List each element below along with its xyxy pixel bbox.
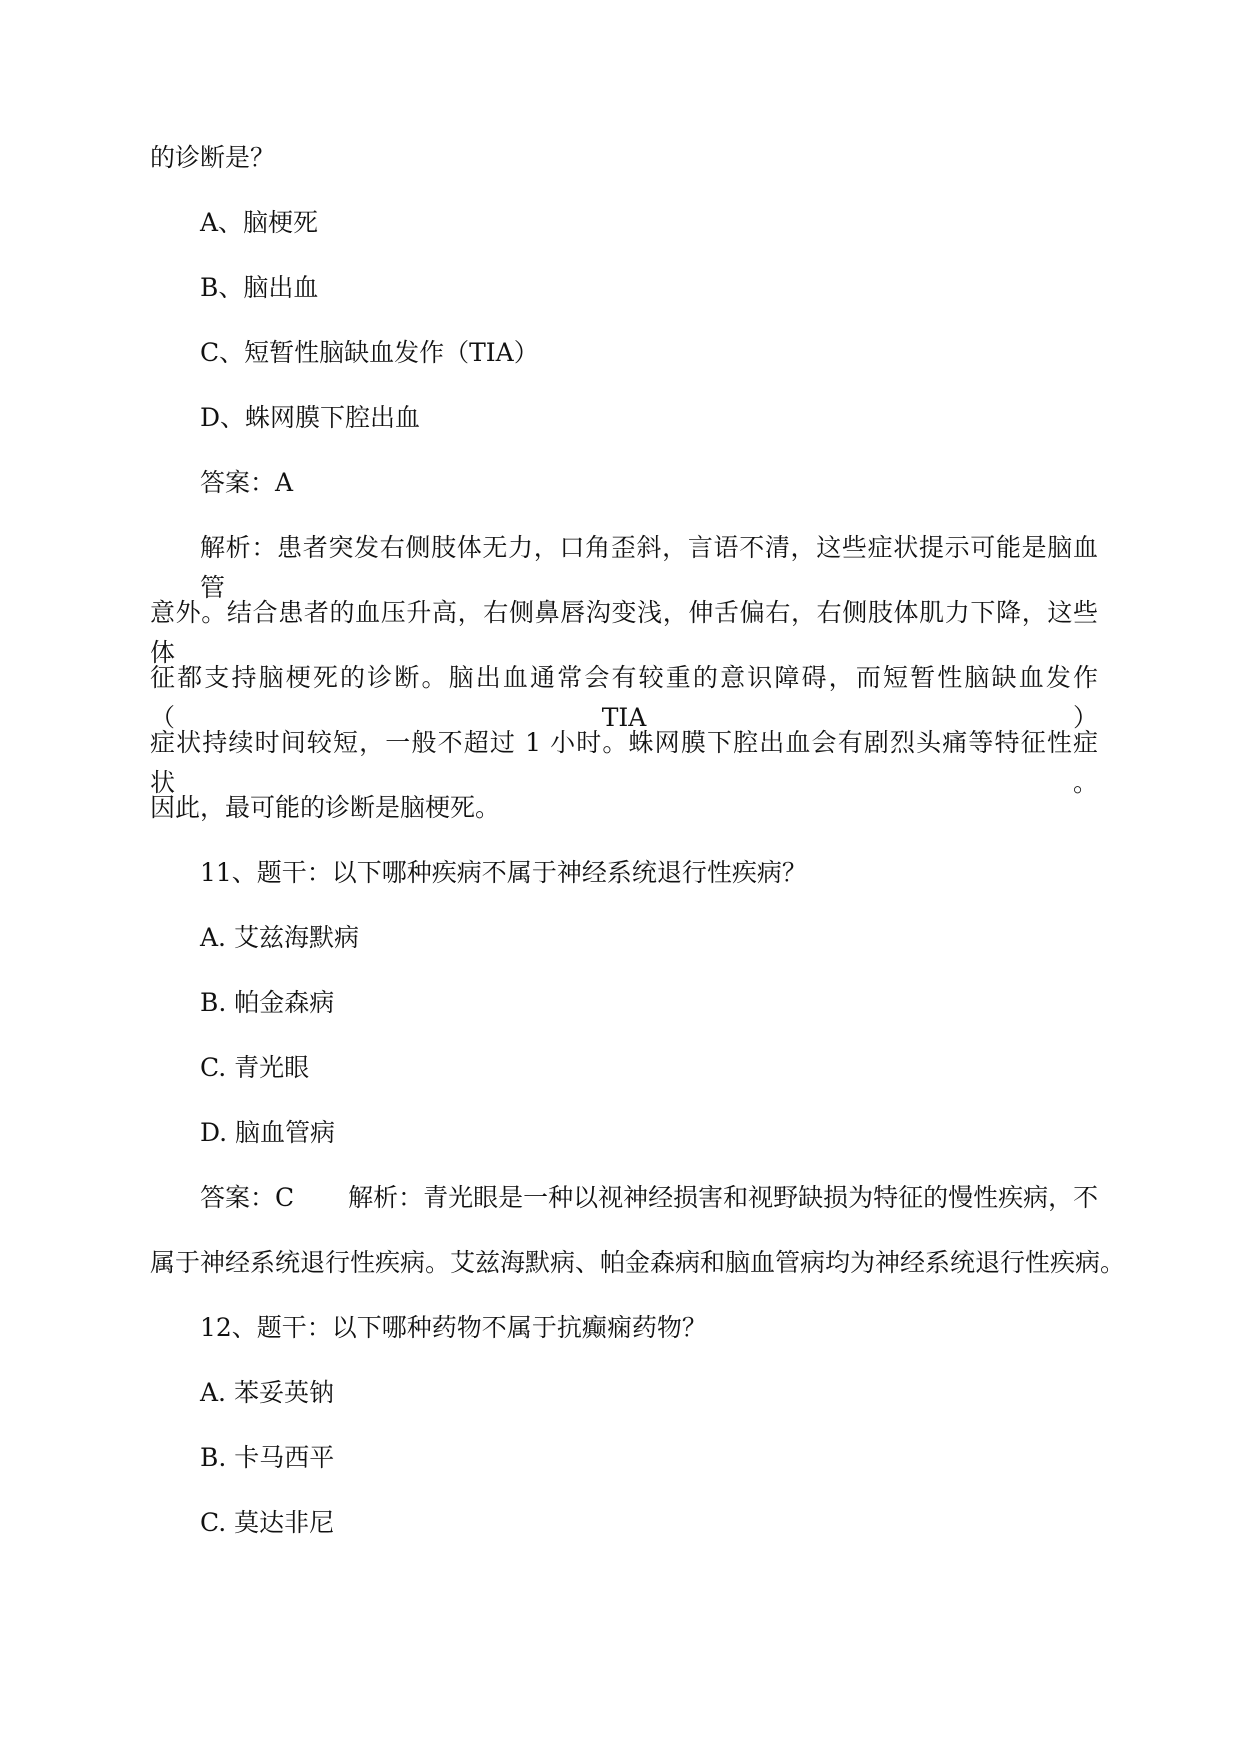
- question-10-option-c: C、短暂性脑缺血发作（TIA）: [200, 338, 539, 367]
- question-12-option-a: A. 苯妥英钠: [200, 1378, 334, 1407]
- question-10-analysis-line-2: 意外。结合患者的血压升高，右侧鼻唇沟变浅，伸舌偏右，右侧肢体肌力下降，这些体: [150, 598, 1098, 667]
- question-12-option-b: B. 卡马西平: [200, 1443, 335, 1472]
- question-11-option-d: D. 脑血管病: [200, 1118, 336, 1147]
- document-body: [150, 138, 1126, 1568]
- question-11-option-a: A. 艾兹海默病: [200, 923, 359, 952]
- question-10-analysis-line-5: 因此，最可能的诊断是脑梗死。: [150, 793, 501, 822]
- question-12-stem: 12、题干：以下哪种药物不属于抗癫痫药物？: [200, 1313, 707, 1342]
- question-11-analysis-line-2: 属于神经系统退行性疾病。艾兹海默病、帕金森病和脑血管病均为神经系统退行性疾病。: [150, 1248, 1126, 1277]
- question-10-stem-tail: 的诊断是？: [150, 143, 276, 172]
- question-11-stem: 11、题干：以下哪种疾病不属于神经系统退行性疾病？: [200, 858, 807, 887]
- question-11-answer: 答案：C: [200, 1183, 295, 1212]
- question-10-option-b: B、脑出血: [200, 273, 319, 302]
- question-10-answer: 答案：A: [200, 468, 294, 497]
- question-11-analysis-line-1: 解析：青光眼是一种以视神经损害和视野缺损为特征的慢性疾病，不: [348, 1183, 1099, 1212]
- question-10-analysis-line-3: 征都支持脑梗死的诊断。脑出血通常会有较重的意识障碍，而短暂性脑缺血发作（TIA）: [150, 663, 1098, 732]
- question-10-option-a: A、脑梗死: [200, 208, 319, 237]
- question-10-analysis-line-4: 症状持续时间较短，一般不超过 1 小时。蛛网膜下腔出血会有剧烈头痛等特征性症状。: [150, 728, 1098, 797]
- question-10-analysis-line-1: 解析：患者突发右侧肢体无力，口角歪斜，言语不清，这些症状提示可能是脑血管: [200, 533, 1098, 602]
- question-10-option-d: D、蛛网膜下腔出血: [200, 403, 421, 432]
- question-11-option-c: C. 青光眼: [200, 1053, 310, 1082]
- question-12-option-c: C. 莫达非尼: [200, 1508, 335, 1537]
- question-11-option-b: B. 帕金森病: [200, 988, 335, 1017]
- question-11-answer-row: [150, 1178, 1098, 1218]
